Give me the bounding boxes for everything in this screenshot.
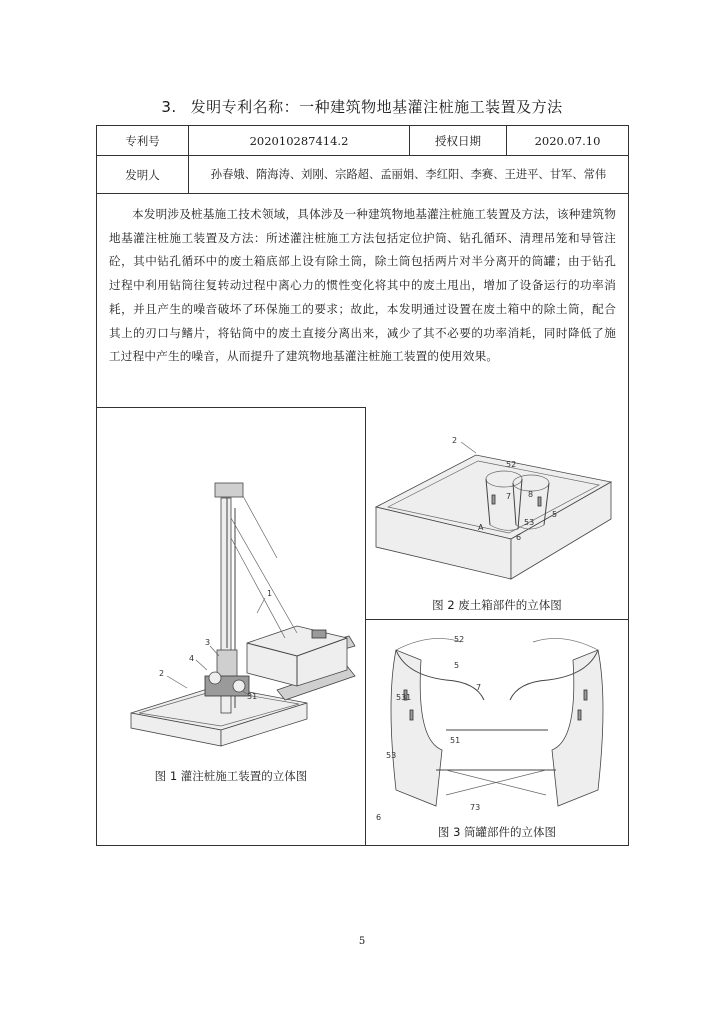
figure-3-caption: 图 3 筒罐部件的立体图 — [437, 825, 557, 839]
patent-no-label: 专利号 — [97, 126, 189, 155]
fig1-label-4: 4 — [189, 654, 195, 663]
figure-3-drawing — [366, 620, 628, 825]
fig2-label-7: 7 — [506, 492, 512, 501]
fig3-label-5: 5 — [454, 661, 460, 670]
page-number: 5 — [358, 936, 366, 947]
fig3-label-6: 6 — [376, 813, 382, 822]
fig1-label-1: 1 — [267, 589, 273, 598]
grant-date-value: 2020.07.10 — [534, 133, 601, 148]
fig3-label-52: 52 — [454, 635, 465, 644]
fig2-label-5: 5 — [552, 510, 558, 519]
fig2-label-53: 53 — [524, 518, 535, 527]
inventor-label: 发明人 — [97, 155, 189, 193]
patent-table — [96, 125, 629, 846]
figure-3-panel — [366, 619, 628, 845]
fig1-label-2: 2 — [159, 669, 165, 678]
fig2-label-A: A — [478, 523, 484, 532]
inventor-names: 孙春娥、隋海涛、刘刚、宗路超、孟丽娟、李红阳、李赛、王进平、甘军、常伟 — [189, 155, 628, 193]
fig3-label-7: 7 — [476, 683, 482, 692]
fig2-label-8: 8 — [528, 490, 534, 499]
figure-1-drawing — [97, 408, 365, 808]
fig1-label-3: 3 — [205, 638, 211, 647]
fig2-label-52: 52 — [506, 460, 517, 469]
figure-2-caption: 图 2 废土箱部件的立体图 — [432, 598, 562, 612]
figure-2-panel — [366, 407, 628, 619]
fig3-label-73: 73 — [470, 803, 481, 812]
fig3-label-53: 53 — [386, 751, 397, 760]
patent-no-value: 202010287414.2 — [189, 126, 410, 155]
fig2-label-6: 6 — [516, 533, 522, 542]
fig2-label-2: 2 — [452, 436, 458, 445]
section-number: 3. — [161, 98, 177, 116]
abstract-text: 本发明涉及桩基施工技术领域，具体涉及一种建筑物地基灌注桩施工装置及方法，该种建筑物地基灌注桩施工装置及方法：所述灌注桩施工方法包括定位护筒、钻孔循环、清理吊笼和导管注砼，其中钻孔循环中的废土箱底部上设有除土筒，除土筒包括两片对半分离开的筒罐；由于钻孔过程中利用钻筒往复转动过程中离心力的惯性变化将其中的废土甩出，增加了设备运行的功率消耗，并且产生的噪音破坏了环保施工的要求；故此，本发明通过设置在废土箱中的除土筒，配合其上的刃口与鳍片，将钻筒中的废土直接分离出来，减少了其不必要的功率消耗，同时降低了施工过程中产生的噪音，从而提升了建筑物地基灌注桩施工装置的使用效果。 — [97, 193, 628, 407]
grant-date-label: 授权日期 — [410, 126, 507, 155]
figure-2-drawing — [366, 407, 628, 592]
patent-title: 发明专利名称：一种建筑物地基灌注桩施工装置及方法 — [190, 98, 563, 116]
section-heading — [0, 96, 724, 117]
fig3-label-51: 51 — [450, 736, 461, 745]
figure-1-caption: 图 1 灌注桩施工装置的立体图 — [154, 769, 308, 783]
fig3-label-531: 531 — [396, 693, 412, 702]
figure-1-panel — [97, 407, 366, 845]
fig1-label-31: 31 — [247, 692, 258, 701]
